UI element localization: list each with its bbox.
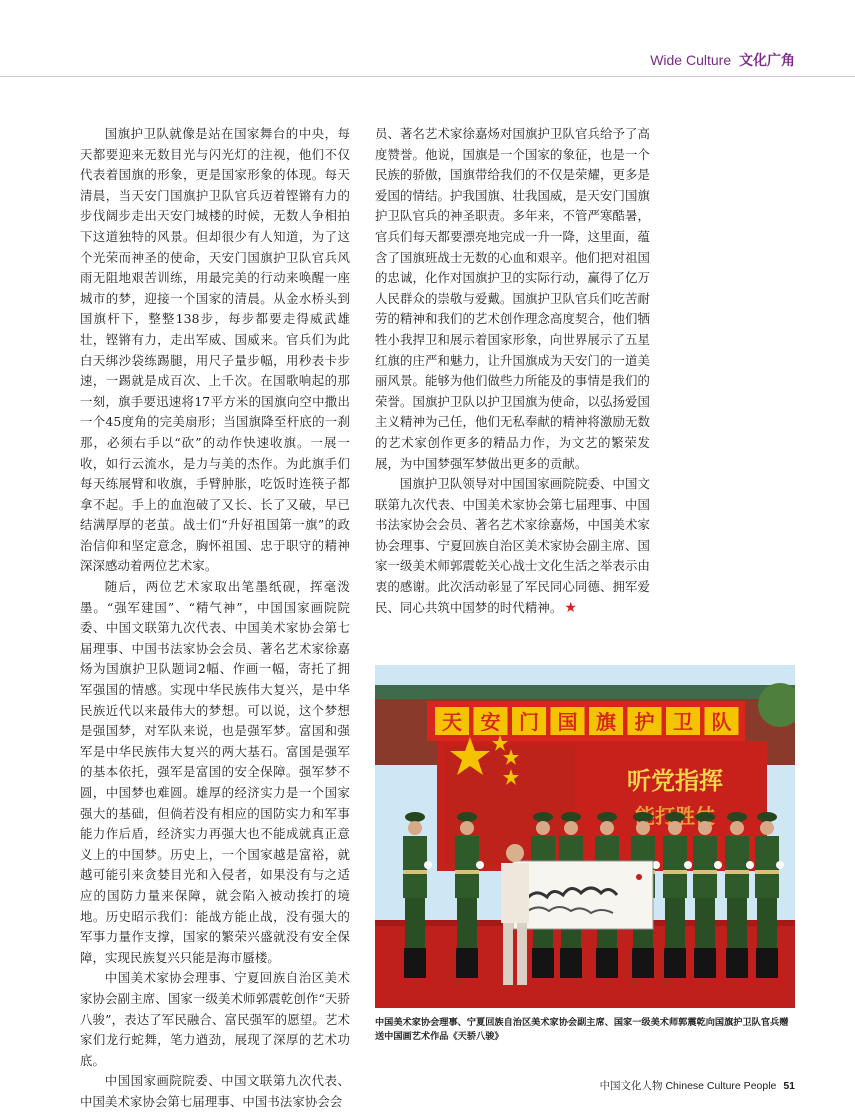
page-footer <box>600 1078 795 1093</box>
sign-board <box>427 701 745 741</box>
closing-text: 国旗护卫队领导对中国国家画院院委、中国文联第九次代表、中国美术家协会第七届理事、中国书法家协会会员、著名艺术家徐嘉炀，中国美术家协会理事、宁夏回族自治区美术家协会副主席、国家一级美术师郭震乾关心战士文化生活之举表示由衷的感谢。此次活动彰显了军民同心同德、拥军爱民、同心共筑中国梦的时代精神。 <box>375 476 650 615</box>
article-photo <box>375 665 795 1008</box>
article-paragraph: 中国美术家协会理事、宁夏回族自治区美术家协会副主席、国家一级美术师郭震乾创作“天骄八骏”，表达了军民融合、富民强军的愿望。艺术家们龙行蛇舞，笔力遒劲，展现了深厚的艺术功底。 <box>80 970 350 1068</box>
magazine-name: 中国文化人物 Chinese Culture People <box>599 1080 777 1092</box>
page-number: 51 <box>783 1080 795 1092</box>
sign-character: 国 <box>557 710 578 734</box>
sign-character: 护 <box>634 710 655 734</box>
photo-illustration <box>375 665 795 1008</box>
sign-character: 卫 <box>673 710 693 734</box>
sign-character: 安 <box>480 710 501 734</box>
sign-character: 门 <box>519 710 539 734</box>
article-paragraph: 中国国家画院院委、中国文联第九次代表、中国美术家协会第七届理事、中国书法家协会会 <box>80 1073 350 1109</box>
article-paragraph-closing <box>375 474 650 618</box>
end-star-icon: ★ <box>564 599 578 616</box>
article-paragraph: 随后，两位艺术家取出笔墨纸砚，挥毫泼墨。“强军建国”、“精气神”，中国国家画院院委、中国文联第九次代表、中国美术家协会第七届理事、中国书法家协会会员、著名艺术家徐嘉炀为国旗护卫队题词2幅、作画一幅，寄托了拥军强国的情感。实现中华民族伟大复兴，是中华民族近代以来最伟大的梦想。可以说，这个梦想是强国梦，对军队来说，也是强军梦。富国和强军是中华民族伟大复兴的两大基石。富国是强军的基本依托，强军是富国的安全保障。强军梦不圆，中国梦也难圆。雄厚的经济实力是一个国家强大的基础，但倘若没有相应的国防实力和军事能力作后盾，经济实力再强大也不能成就真正意义上的中国梦。历史上，一个国家越是富裕，就越可能引来贪婪目光和入侵者，如果没有与之适应的国防力量来保障，就会陷入被动挨打的境地。历史昭示我们：能战方能止战，没有强大的军事力量作支撑，国家的繁荣兴盛就没有安全保障，实现民族复兴只能是海市蜃楼。 <box>80 579 350 965</box>
section-header <box>650 50 795 70</box>
article-column-right <box>375 124 650 618</box>
article-paragraph: 国旗护卫队就像是站在国家舞台的中央，每天都要迎来无数目光与闪光灯的注视，他们不仅代表着国旗的形象，更是国家形象的体现。每天清晨，当天安门国旗护卫队官兵迈着铿锵有力的步伐阔步走出天安门城楼的时候，无数人争相拍下这道独特的风景。但却很少有人知道，为了这个光荣而神圣的使命，天安门国旗护卫队官兵风雨无阻地艰苦训练，用最完美的行动来唤醒一座城市的梦，迎接一个国家的清晨。从金水桥头到国旗杆下，整整138步，每步都要走得威武雄壮，铿锵有力，走出军威、国威来。官兵们为此白天绑沙袋练踢腿，用尺子量步幅，用秒表卡步速，一踢就是成百次、上千次。在国歌响起的那一刻，旗手要迅速将17平方米的国旗向空中撒出一个45度角的完美扇形；当国旗降至杆底的一刹那，必须右手以“砍”的动作快速收旗。一展一收，如行云流水，是力与美的杰作。为此旗手们每天练展臂和收旗，手臂肿胀，吃饭时连筷子都拿不起。手上的血泡破了又长、长了又破，早已结满厚厚的老茧。战士们“升好祖国第一旗”的政治信仰和坚定意念，胸怀祖国、忠于职守的精神深深感动着两位艺术家。 <box>80 126 350 574</box>
header-divider <box>0 76 855 77</box>
photo-caption: 中国美术家协会理事、宁夏回族自治区美术家协会副主席、国家一级美术师郭震乾向国旗护卫队官兵赠送中国画艺术作品《天骄八骏》 <box>375 1017 789 1041</box>
sign-character: 天 <box>442 710 462 734</box>
article-column-left <box>80 124 350 1113</box>
section-title-en: Wide Culture <box>650 52 732 68</box>
painting-scroll <box>513 861 653 929</box>
building-eave <box>375 685 795 699</box>
sign-character: 队 <box>711 710 732 734</box>
banner-slogan-1: 听党指挥 <box>627 766 723 795</box>
section-title-cn: 文化广角 <box>739 52 795 68</box>
article-paragraph: 员、著名艺术家徐嘉炀对国旗护卫队官兵给予了高度赞誉。他说，国旗是一个国家的象征，也是一个民族的骄傲，国旗带给我们的不仅是荣耀，更多是爱国的情结。护我国旗、壮我国威，是天安门国旗护卫队官兵的神圣职责。多年来，不管严寒酷暑，官兵们每天都要漂亮地完成一升一降，这里面，蕴含了国旗班战士无数的心血和艰辛。他们把对祖国的忠诚，化作对国旗护卫的实际行动，赢得了亿万人民群众的崇敬与爱戴。国旗护卫队官兵们吃苦耐劳的精神和我们的艺术创作理念高度契合，他们牺牲小我捍卫和展示着国家形象，向世界展示了五星红旗的庄严和魅力，让升国旗成为天安门的一道美丽风景。能够为他们做些力所能及的事情是我们的荣誉。国旗护卫队以护卫国旗为使命，以弘扬爱国主义精神为己任，他们无私奉献的精神将激励无数的艺术家创作更多的精品力作，为文艺的繁荣发展，为中国梦强军梦做出更多的贡献。 <box>375 126 650 471</box>
sign-character: 旗 <box>596 710 616 734</box>
